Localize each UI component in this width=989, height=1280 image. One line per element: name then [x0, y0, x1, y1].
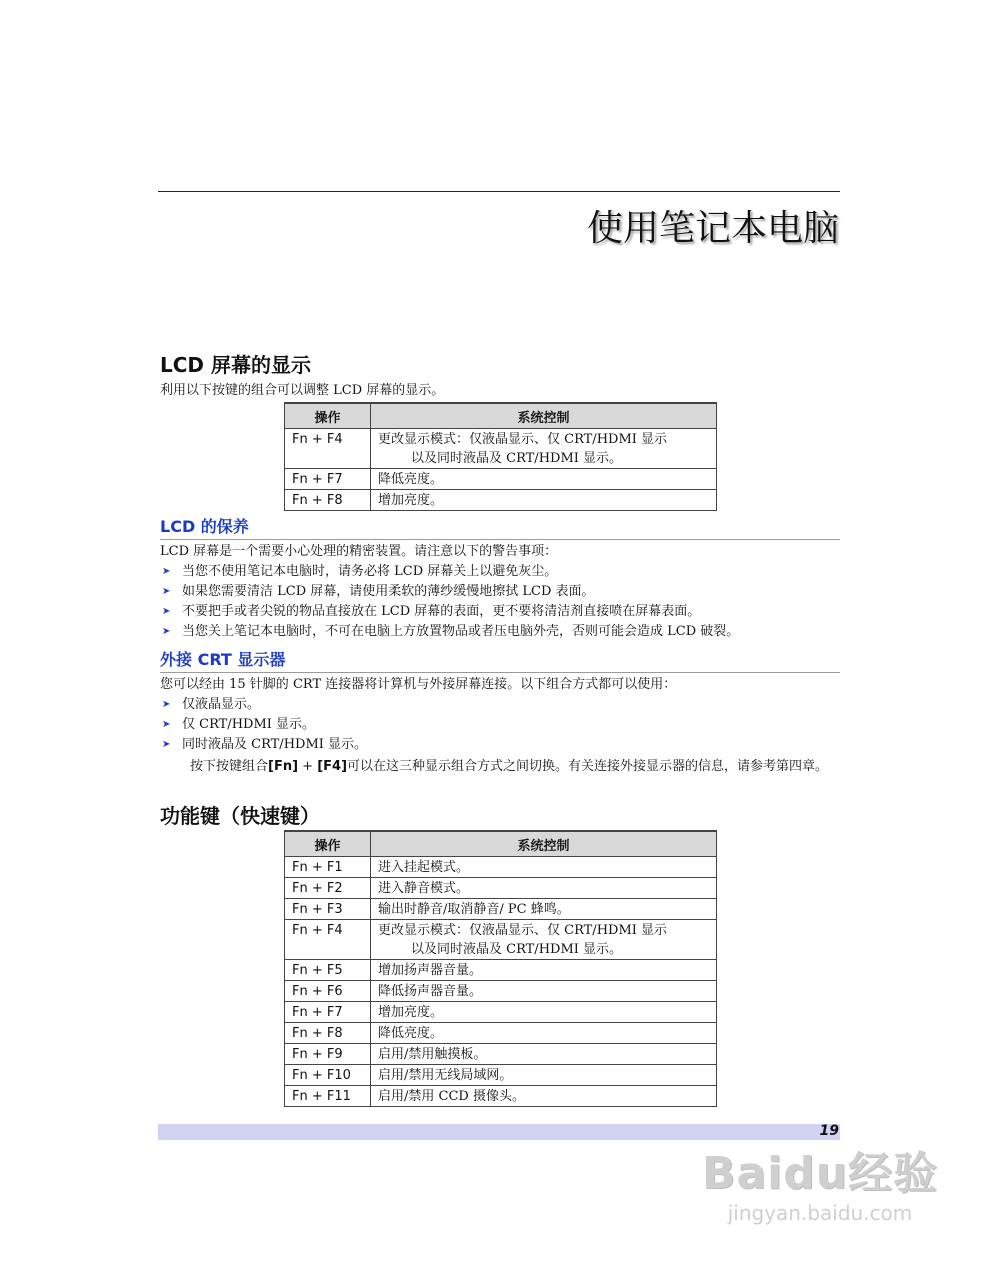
- list-item-text: 当您关上笔记本电脑时，不可在电脑上方放置物品或者压电脑外壳，否则可能会造成 LCD 破裂。: [182, 624, 740, 639]
- lcd-display-intro: 利用以下按键的组合可以调整 LCD 屏幕的显示。: [160, 383, 445, 398]
- list-item-text: 同时液晶及 CRT/HDMI 显示。: [182, 737, 368, 752]
- key-combo: Fn + F4: [285, 429, 371, 469]
- key-description-line1: 更改显示模式：仅液晶显示、仅 CRT/HDMI 显示: [378, 432, 668, 447]
- lcd-display-heading: LCD 屏幕的显示: [160, 353, 311, 377]
- table-row: [285, 469, 717, 490]
- key-combo: Fn + F10: [285, 1065, 371, 1086]
- hotkeys-table: [284, 830, 717, 1107]
- list-item: [160, 602, 840, 622]
- note-key-f4: [F4]: [317, 759, 348, 774]
- footer-bar: [158, 1124, 840, 1140]
- list-item-text: 不要把手或者尖锐的物品直接放在 LCD 屏幕的表面，更不要将清洁剂直接喷在屏幕表面。: [182, 604, 701, 619]
- hotkeys-heading: 功能键（快速键）: [160, 804, 320, 828]
- arrow-bullet-icon: ➤: [162, 699, 171, 710]
- lcd-care-intro: LCD 屏幕是一个需要小心处理的精密装置。请注意以下的警告事项：: [160, 544, 558, 559]
- arrow-bullet-icon: ➤: [162, 739, 171, 750]
- baidu-jingyan-watermark: [700, 1148, 940, 1248]
- crt-switch-note: [160, 757, 840, 777]
- key-combo: Fn + F4: [285, 920, 371, 960]
- crt-mode-list: [160, 695, 840, 755]
- key-combo: Fn + F6: [285, 981, 371, 1002]
- table-header-control: 系统控制: [371, 403, 717, 429]
- key-combo: Fn + F7: [285, 469, 371, 490]
- list-item: [160, 715, 840, 735]
- lcd-keys-table: [284, 402, 717, 511]
- list-item-text: 如果您需要清洁 LCD 屏幕，请使用柔软的薄纱缓慢地擦拭 LCD 表面。: [182, 584, 595, 599]
- chapter-title: 使用笔记本电脑: [586, 208, 839, 249]
- table-row: [285, 981, 717, 1002]
- key-description-line1: 更改显示模式：仅液晶显示、仅 CRT/HDMI 显示: [378, 923, 668, 938]
- list-item: [160, 695, 840, 715]
- key-combo: Fn + F2: [285, 878, 371, 899]
- watermark-url: jingyan.baidu.com: [727, 1201, 913, 1225]
- key-combo: Fn + F7: [285, 1002, 371, 1023]
- table-row: [285, 1002, 717, 1023]
- table-header-operation: 操作: [285, 403, 371, 429]
- key-combo: Fn + F8: [285, 1023, 371, 1044]
- arrow-bullet-icon: ➤: [162, 626, 171, 637]
- table-header-control: 系统控制: [371, 831, 717, 857]
- arrow-bullet-icon: ➤: [162, 586, 171, 597]
- key-description: 增加扬声器音量。: [371, 960, 717, 981]
- table-row: [285, 1044, 717, 1065]
- table-row: [285, 1065, 717, 1086]
- key-description: 降低扬声器音量。: [371, 981, 717, 1002]
- page-number: 19: [819, 1123, 839, 1139]
- arrow-bullet-icon: ➤: [162, 606, 171, 617]
- key-combo: Fn + F8: [285, 490, 371, 511]
- list-item-text: 当您不使用笔记本电脑时，请务必将 LCD 屏幕关上以避免灰尘。: [182, 564, 558, 579]
- key-description: 降低亮度。: [371, 1023, 717, 1044]
- note-prefix: 按下按键组合: [190, 759, 269, 774]
- key-description: 启用/禁用触摸板。: [371, 1044, 717, 1065]
- key-description: 进入静音模式。: [371, 878, 717, 899]
- table-row: [285, 1086, 717, 1107]
- list-item: [160, 622, 840, 642]
- watermark-logo: Baidu经验: [701, 1148, 939, 1199]
- note-suffix: 可以在这三种显示组合方式之间切换。有关连接外接显示器的信息，请参考第四章。: [347, 759, 829, 774]
- key-description: 输出时静音/取消静音/ PC 蜂鸣。: [371, 899, 717, 920]
- list-item: [160, 735, 840, 755]
- key-description: [371, 920, 717, 960]
- table-row: [285, 857, 717, 878]
- table-row: [285, 899, 717, 920]
- key-description: 启用/禁用 CCD 摄像头。: [371, 1086, 717, 1107]
- table-row: [285, 878, 717, 899]
- table-row: [285, 1023, 717, 1044]
- key-description: 进入挂起模式。: [371, 857, 717, 878]
- key-combo: Fn + F11: [285, 1086, 371, 1107]
- key-description: 增加亮度。: [371, 1002, 717, 1023]
- key-description: 启用/禁用无线局域网。: [371, 1065, 717, 1086]
- table-row: [285, 960, 717, 981]
- key-combo: Fn + F1: [285, 857, 371, 878]
- top-rule: [158, 191, 840, 192]
- arrow-bullet-icon: ➤: [162, 719, 171, 730]
- key-combo: Fn + F9: [285, 1044, 371, 1065]
- key-combo: Fn + F5: [285, 960, 371, 981]
- key-combo: Fn + F3: [285, 899, 371, 920]
- note-key-fn: [Fn]: [268, 759, 299, 774]
- table-row: [285, 429, 717, 469]
- crt-intro: 您可以经由 15 针脚的 CRT 连接器将计算机与外接屏幕连接。以下组合方式都可以使用：: [160, 677, 677, 692]
- note-plus: +: [298, 759, 318, 774]
- table-row: [285, 920, 717, 960]
- key-description: 降低亮度。: [371, 469, 717, 490]
- list-item: [160, 582, 840, 602]
- arrow-bullet-icon: ➤: [162, 566, 171, 577]
- crt-heading: 外接 CRT 显示器: [160, 647, 840, 673]
- table-header-operation: 操作: [285, 831, 371, 857]
- lcd-care-heading: LCD 的保养: [160, 514, 840, 540]
- list-item-text: 仅 CRT/HDMI 显示。: [182, 717, 316, 732]
- key-description-line2: 以及同时液晶及 CRT/HDMI 显示。: [411, 451, 623, 466]
- lcd-care-list: [160, 562, 840, 642]
- key-description: [371, 429, 717, 469]
- list-item-text: 仅液晶显示。: [182, 697, 261, 712]
- key-description: 增加亮度。: [371, 490, 717, 511]
- table-row: [285, 490, 717, 511]
- list-item: [160, 562, 840, 582]
- key-description-line2: 以及同时液晶及 CRT/HDMI 显示。: [411, 942, 623, 957]
